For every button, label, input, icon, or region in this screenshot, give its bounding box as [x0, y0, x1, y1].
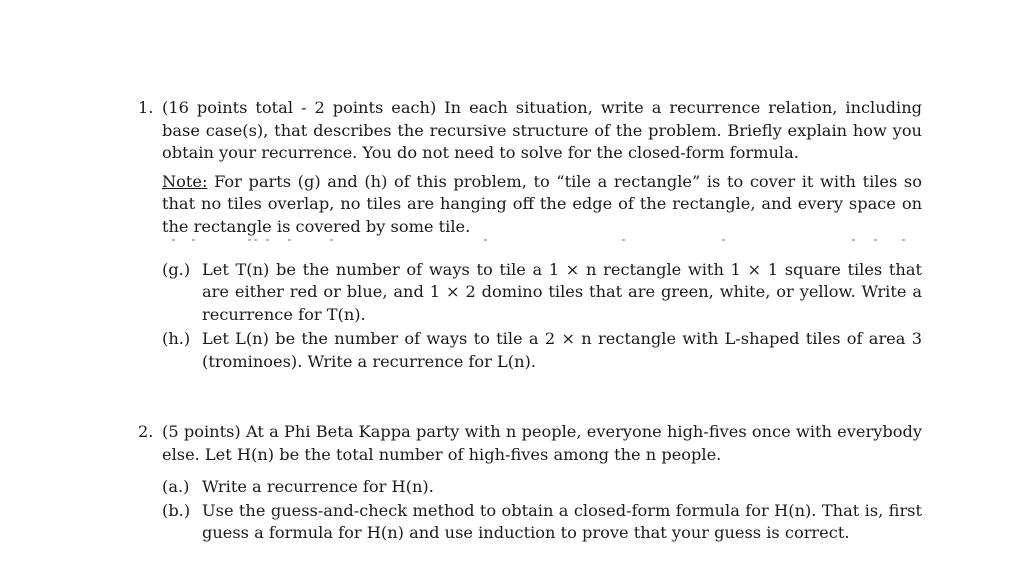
- parts-list: [162, 476, 922, 545]
- problem-intro: (16 points total - 2 points each) In each situation, write a recurrence relation, including base case(s), that describes the recursive structure of the problem. Briefly explain how you obtain your recurrence. You do not need to solve for the closed-form formula.: [162, 98, 922, 163]
- faint-artifact-row: [162, 239, 922, 245]
- part-text: Let L(n) be the number of ways to tile a 2 × n rectangle with L-shaped tiles of area 3 (trominoes). Write a recurrence for L(n).: [202, 329, 922, 371]
- problem-body: [162, 97, 922, 374]
- problem-intro: (5 points) At a Phi Beta Kappa party with n people, everyone high-fives once with everybody else. Let H(n) be the total number of high-fives among the n people.: [162, 422, 922, 464]
- problem-2: [138, 421, 922, 546]
- parts-list: [162, 259, 922, 374]
- part-label: (g.): [162, 259, 191, 279]
- part-text: Write a recurrence for H(n).: [202, 477, 434, 497]
- list-item: [162, 328, 922, 373]
- note-label: Note:: [162, 171, 208, 191]
- problem-number: 1.: [138, 98, 154, 117]
- part-label: (h.): [162, 329, 191, 349]
- problem-body: [162, 421, 922, 545]
- problem-1: [138, 97, 922, 376]
- list-item: [162, 500, 922, 545]
- part-label: (b.): [162, 500, 191, 520]
- problem-number: 2.: [138, 422, 154, 441]
- note-text: For parts (g) and (h) of this problem, to “tile a rectangle” is to cover it with tiles so that no tiles overlap, no tiles are hanging off the edge of the rectangle, and every space on the rectangle is covered by some tile.: [162, 171, 922, 236]
- part-label: (a.): [162, 477, 190, 497]
- part-text: Use the guess-and-check method to obtain a closed-form formula for H(n). That is, first guess a formula for H(n) and use induction to prove that your guess is correct.: [202, 500, 922, 543]
- list-item: [162, 259, 922, 327]
- note-paragraph: [162, 171, 922, 239]
- part-text: Let T(n) be the number of ways to tile a 1 × n rectangle with 1 × 1 square tiles that are either red or blue, and 1 × 2 domino tiles that are green, white, or yellow. Write a recurrence for T(n).: [202, 259, 922, 324]
- list-item: [162, 476, 922, 499]
